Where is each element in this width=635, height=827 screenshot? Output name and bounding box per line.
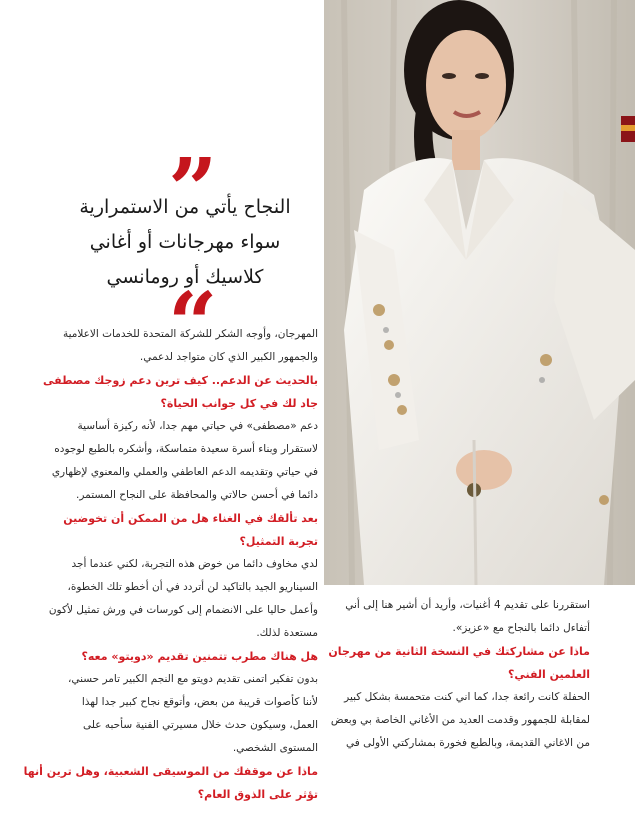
question-line: بعد تألقك في الغناء هل من الممكن أن تخوضين [63, 512, 318, 525]
text-line: المهرجان، وأوجه الشكر للشركة المتحدة للخدمات الاعلامية [62, 328, 318, 340]
text-line: لاستقرار وبناء أسرة سعيدة متماسكة، وأشكره بالطبع لوجوده [54, 443, 318, 455]
paragraph [328, 686, 590, 755]
question-line: جاد لك في كل جوانب الحياة؟ [160, 397, 318, 410]
text-line: لأننا كأصوات قريبة من بعض، وأتوقع نجاح كبير جدا لهذا [81, 696, 318, 708]
interview-question [328, 640, 590, 686]
text-line: العمل، وسيكون حدث خلال مسيرتي الفنية سأحبه على [83, 719, 318, 731]
pull-quote-line: سواء مهرجانات أو أغاني [89, 231, 281, 253]
text-line: دائما في أحسن حالاتي والمحافظة على النجاح المستمر. [76, 489, 318, 501]
opening-quote-mark-icon: “ [168, 274, 218, 375]
paragraph [62, 323, 318, 369]
text-line: أتفاءل دائما بالنجاح مع «عزيز». [452, 622, 590, 634]
text-line: استقررنا على تقديم 4 أغنيات، وأريد أن أشير هنا إلى أني [345, 599, 590, 611]
article-column-right [328, 594, 590, 755]
interview-question [62, 507, 318, 553]
question-line: بالحديث عن الدعم.. كيف ترين دعم زوجك مصطفى [43, 374, 318, 387]
paragraph [51, 415, 318, 507]
article-column-left [23, 323, 318, 806]
interview-question [62, 645, 318, 668]
text-line: والجمهور الكبير الذي كان متواجد لدعمي. [139, 351, 318, 363]
text-line: الحفلة كانت رائعة جدا، كما اني كنت متحمسة بشكل كبير [344, 691, 590, 703]
closing-quote-mark-icon: ” [168, 140, 218, 241]
text-line: لمقابلة للجمهور وقدمت العديد من الأغاني الخاصة بي وبعض [330, 714, 590, 726]
portrait-photo [324, 0, 635, 585]
text-line: لدي مخاوف دائما من خوض هذه التجربة، لكني عندما أجد [71, 558, 318, 570]
question-line: ماذا عن موقفك من الموسيقى الشعبية، وهل ترين أنها [23, 765, 318, 778]
page-edge-tab [621, 116, 635, 142]
pull-quote-line: النجاح يأتي من الاستمرارية [79, 196, 291, 218]
interview-question [23, 760, 318, 806]
question-line: ماذا عن مشاركتك في النسخة الثانية من مهرجان [328, 645, 590, 658]
portrait-illustration [324, 0, 635, 585]
question-line: العلمين الفني؟ [507, 668, 590, 681]
text-line: من الاغاني القديمة، وبالطبع فخورة بمشاركتي الأولى في [345, 737, 590, 749]
text-line: السيناريو الجيد بالتاكيد لن أتردد في أن أخطو تلك الخطوة، [67, 581, 318, 593]
pull-quote-line: كلاسيك أو رومانسي [106, 266, 264, 288]
text-line: المستوى الشخصي. [232, 742, 318, 754]
paragraph [48, 553, 318, 645]
question-line: تؤثر على الذوق العام؟ [197, 788, 318, 801]
text-line: مستعدة لذلك. [256, 627, 318, 639]
question-line: هل هناك مطرب تتمنين تقديم «دويتو» معه؟ [81, 650, 318, 663]
paragraph [328, 594, 590, 640]
interview-question [43, 369, 318, 415]
question-line: تجربة التمثيل؟ [239, 535, 318, 548]
text-line: بدون تفكير اتمنى تقديم دويتو مع النجم الكبير تامر حسني، [67, 673, 318, 685]
text-line: في حياتي وتقديمه الدعم العاطفي والعملي والمعنوي لإظهاري [51, 466, 318, 478]
text-line: وأعمل حاليا على الانضمام إلى كورسات في ورش تمثيل لأكون [48, 604, 318, 616]
paragraph [62, 668, 318, 760]
text-line: دعم «مصطفى» في حياتي مهم جدا، لأنه ركيزة أساسية [77, 420, 318, 432]
